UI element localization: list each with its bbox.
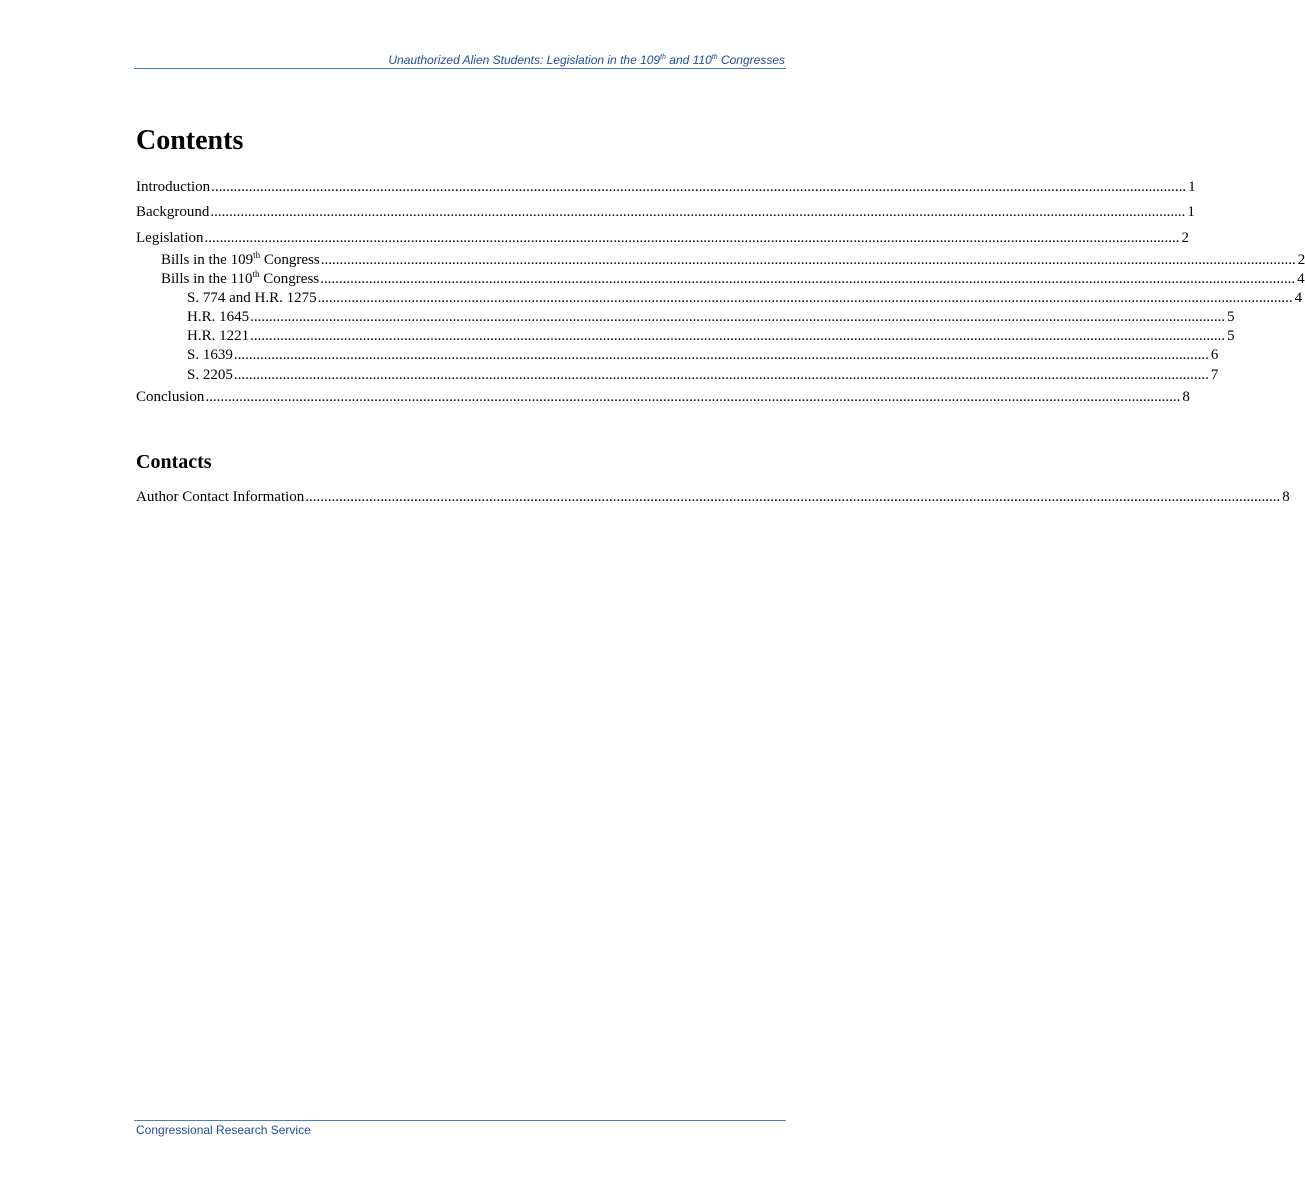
toc-leader-dots: .................................................................................................................................................................................................................................................................... bbox=[233, 347, 1209, 363]
toc-page-number: 5 bbox=[1227, 328, 1235, 344]
header-title-part: Congresses bbox=[717, 53, 785, 67]
toc-entry-label: S. 774 and H.R. 1275 bbox=[187, 290, 317, 306]
header-superscript: th bbox=[711, 54, 718, 61]
toc-entry-label: Conclusion bbox=[136, 389, 205, 405]
toc-superscript: th bbox=[252, 269, 260, 279]
header-superscript: th bbox=[660, 54, 666, 61]
toc-entry-label: S. 1639 bbox=[187, 347, 233, 363]
toc-entry-label: Author Contact Information bbox=[136, 489, 305, 505]
header-title-part: and 110 bbox=[665, 53, 712, 67]
header-title-part: Unauthorized Alien Students: Legislation in the 109 bbox=[388, 53, 661, 67]
toc-entry-introduction[interactable] bbox=[136, 177, 1196, 197]
toc-entry-label bbox=[161, 250, 320, 270]
toc-page-number: 1 bbox=[1188, 179, 1196, 195]
toc-entry-s1639[interactable] bbox=[187, 345, 1219, 365]
toc-entry-label: H.R. 1221 bbox=[187, 328, 250, 344]
contacts-heading: Contacts bbox=[136, 451, 212, 473]
toc-entry-label: Introduction bbox=[136, 179, 211, 195]
toc-entry-hr1221[interactable] bbox=[187, 326, 1235, 346]
toc-leader-dots: .................................................................................................................................................................................................................................................................... bbox=[320, 252, 1296, 268]
footer-rule bbox=[134, 1120, 786, 1121]
running-header bbox=[388, 53, 785, 67]
toc-entry-s774-hr1275[interactable] bbox=[187, 288, 1303, 308]
toc-page-number: 8 bbox=[1182, 389, 1190, 405]
toc-entry-label: S. 2205 bbox=[187, 367, 233, 383]
toc-page-number: 8 bbox=[1282, 489, 1290, 505]
toc-entry-author-contact[interactable] bbox=[136, 487, 1290, 507]
toc-page-number: 1 bbox=[1187, 204, 1195, 220]
toc-page-number: 2 bbox=[1181, 230, 1189, 246]
toc-entry-label bbox=[161, 269, 319, 289]
toc-entry-s2205[interactable] bbox=[187, 365, 1219, 385]
footer-text: Congressional Research Service bbox=[136, 1123, 311, 1137]
toc-entry-text: Congress bbox=[260, 252, 320, 268]
toc-entry-background[interactable] bbox=[136, 202, 1195, 222]
toc-leader-dots: .................................................................................................................................................................................................................................................................... bbox=[205, 389, 1181, 405]
toc-entry-text: Bills in the 110 bbox=[161, 271, 253, 287]
toc-entry-bills-110th[interactable] bbox=[161, 269, 1305, 289]
toc-entry-text: Bills in the 109 bbox=[161, 252, 254, 268]
toc-entry-bills-109th[interactable] bbox=[161, 250, 1305, 270]
toc-entry-conclusion[interactable] bbox=[136, 387, 1190, 407]
toc-page-number: 4 bbox=[1294, 290, 1303, 306]
toc-superscript: th bbox=[253, 250, 261, 260]
toc-page-number: 6 bbox=[1210, 347, 1219, 363]
toc-leader-dots: .................................................................................................................................................................................................................................................................... bbox=[250, 309, 1226, 325]
toc-page-number: 7 bbox=[1210, 367, 1219, 383]
toc-leader-dots: .................................................................................................................................................................................................................................................................... bbox=[305, 489, 1281, 505]
toc-entry-label: Background bbox=[136, 204, 210, 220]
toc-leader-dots: .................................................................................................................................................................................................................................................................... bbox=[211, 179, 1187, 195]
toc-entry-hr1645[interactable] bbox=[187, 307, 1235, 327]
toc-leader-dots: .................................................................................................................................................................................................................................................................... bbox=[320, 271, 1296, 287]
contents-heading: Contents bbox=[136, 125, 244, 156]
header-rule bbox=[134, 68, 786, 69]
toc-entry-label: H.R. 1645 bbox=[187, 309, 250, 325]
toc-leader-dots: .................................................................................................................................................................................................................................................................... bbox=[233, 367, 1209, 383]
toc-leader-dots: .................................................................................................................................................................................................................................................................... bbox=[250, 328, 1226, 344]
toc-leader-dots: .................................................................................................................................................................................................................................................................... bbox=[210, 204, 1186, 220]
toc-entry-text: Congress bbox=[259, 271, 320, 287]
toc-page-number: 4 bbox=[1297, 271, 1305, 287]
toc-entry-label: Legislation bbox=[136, 230, 204, 246]
toc-page-number: 2 bbox=[1297, 252, 1305, 268]
toc-entry-legislation[interactable] bbox=[136, 228, 1189, 248]
toc-page-number: 5 bbox=[1227, 309, 1235, 325]
toc-leader-dots: .................................................................................................................................................................................................................................................................... bbox=[317, 290, 1293, 306]
toc-leader-dots: .................................................................................................................................................................................................................................................................... bbox=[204, 230, 1180, 246]
